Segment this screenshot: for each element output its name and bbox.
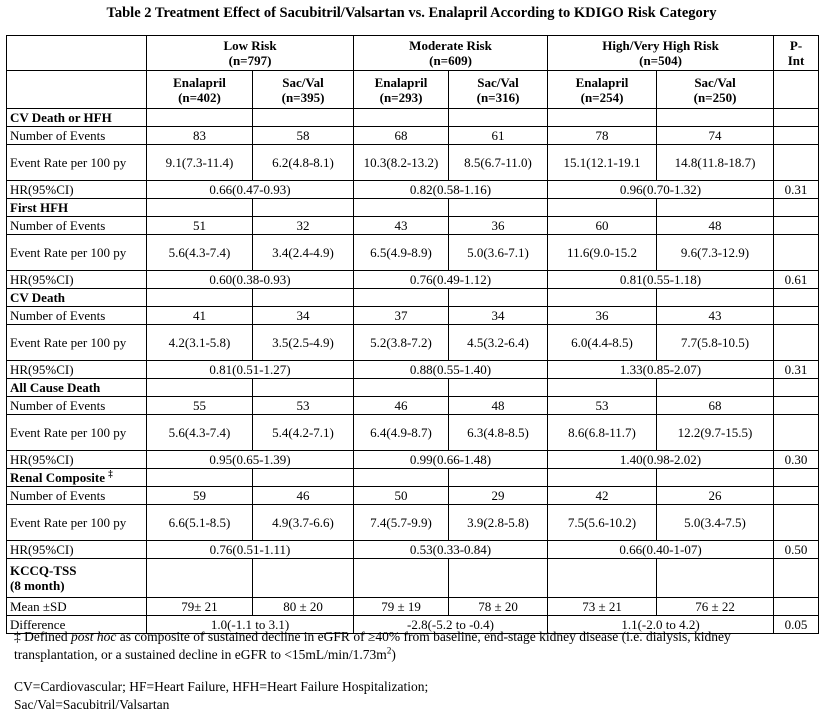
hazard-ratio-row — [7, 181, 819, 199]
mean-sd-cell: 78 ± 20 — [449, 598, 548, 616]
row-label: Number of Events — [7, 307, 147, 325]
events-cell: 37 — [354, 307, 449, 325]
event-rate-cell: 4.9(3.7-6.6) — [253, 505, 354, 541]
section-title: KCCQ-TSS (8 month) — [7, 559, 147, 598]
hazard-ratio-cell: 0.81(0.55-1.18) — [548, 271, 774, 289]
event-rate-row — [7, 415, 819, 451]
row-label: Event Rate per 100 py — [7, 235, 147, 271]
events-cell: 55 — [147, 397, 253, 415]
empty-cell — [774, 397, 819, 415]
section-title: Renal Composite ‡ — [7, 469, 147, 487]
empty-cell — [253, 289, 354, 307]
row-label: Number of Events — [7, 397, 147, 415]
events-cell: 53 — [548, 397, 657, 415]
row-label: Number of Events — [7, 487, 147, 505]
footnote-abbreviations-2: Sac/Val=Sacubitril/Valsartan — [14, 697, 170, 712]
arm-header: Enalapril (n=402) — [147, 71, 253, 109]
empty-cell — [774, 598, 819, 616]
difference-cell: 1.1(-2.0 to 4.2) — [548, 616, 774, 634]
event-rate-cell: 11.6(9.0-15.2 — [548, 235, 657, 271]
empty-cell — [354, 379, 449, 397]
empty-cell — [774, 307, 819, 325]
mean-sd-cell: 76 ± 22 — [657, 598, 774, 616]
events-cell: 32 — [253, 217, 354, 235]
empty-cell — [774, 379, 819, 397]
pint-cell: 0.31 — [774, 361, 819, 379]
events-row — [7, 127, 819, 145]
empty-cell — [449, 379, 548, 397]
events-cell: 34 — [253, 307, 354, 325]
row-label: Difference — [7, 616, 147, 634]
empty-cell — [147, 289, 253, 307]
events-cell: 34 — [449, 307, 548, 325]
section-header-row — [7, 379, 819, 397]
footnotes — [14, 628, 814, 714]
section-header-row — [7, 289, 819, 307]
empty-cell — [774, 235, 819, 271]
event-rate-cell: 6.3(4.8-8.5) — [449, 415, 548, 451]
hazard-ratio-row — [7, 271, 819, 289]
hazard-ratio-cell: 0.76(0.49-1.12) — [354, 271, 548, 289]
empty-cell — [774, 487, 819, 505]
section-title: CV Death or HFH — [7, 109, 147, 127]
empty-cell — [774, 559, 819, 598]
pint-cell: 0.50 — [774, 541, 819, 559]
events-cell: 48 — [449, 397, 548, 415]
empty-cell — [548, 559, 657, 598]
empty-cell — [253, 199, 354, 217]
event-rate-cell: 6.5(4.9-8.9) — [354, 235, 449, 271]
hazard-ratio-cell: 0.53(0.33-0.84) — [354, 541, 548, 559]
table-title: Table 2 Treatment Effect of Sacubitril/Valsartan vs. Enalapril According to KDIGO Risk Category — [106, 5, 717, 21]
events-cell: 36 — [548, 307, 657, 325]
events-cell: 36 — [449, 217, 548, 235]
event-rate-cell: 9.1(7.3-11.4) — [147, 145, 253, 181]
hazard-ratio-cell: 0.76(0.51-1.11) — [147, 541, 354, 559]
hazard-ratio-cell: 0.60(0.38-0.93) — [147, 271, 354, 289]
empty-cell — [657, 109, 774, 127]
empty-cell — [449, 199, 548, 217]
events-row — [7, 397, 819, 415]
section-title: All Cause Death — [7, 379, 147, 397]
empty-cell — [774, 145, 819, 181]
event-rate-row — [7, 505, 819, 541]
event-rate-cell: 5.6(4.3-7.4) — [147, 235, 253, 271]
row-label: Event Rate per 100 py — [7, 415, 147, 451]
pint-cell: 0.05 — [774, 616, 819, 634]
events-cell: 43 — [657, 307, 774, 325]
empty-cell — [449, 559, 548, 598]
results-table — [6, 35, 819, 634]
events-cell: 46 — [354, 397, 449, 415]
header-row-groups — [7, 36, 819, 71]
events-cell: 53 — [253, 397, 354, 415]
event-rate-row — [7, 325, 819, 361]
events-row — [7, 307, 819, 325]
empty-cell — [449, 469, 548, 487]
row-label: HR(95%CI) — [7, 271, 147, 289]
event-rate-cell: 5.2(3.8-7.2) — [354, 325, 449, 361]
hazard-ratio-row — [7, 541, 819, 559]
hazard-ratio-cell: 0.81(0.51-1.27) — [147, 361, 354, 379]
footnote-renal: ‡ Defined post hoc as composite of sustained decline in eGFR of ≥40% from baseline, end-stage kidney disease (i.e. dialysis, kidney transplantation, or a sustained decline in eGFR to $<15mL/\min/1.73m^2$) — [14, 629, 731, 662]
section-header-row — [7, 199, 819, 217]
group-header-high: High/Very High Risk (n=504) — [548, 36, 774, 71]
empty-cell — [548, 469, 657, 487]
group-header-moderate: Moderate Risk (n=609) — [354, 36, 548, 71]
events-cell: 60 — [548, 217, 657, 235]
event-rate-cell: 6.6(5.1-8.5) — [147, 505, 253, 541]
row-label: Event Rate per 100 py — [7, 505, 147, 541]
event-rate-cell: 7.7(5.8-10.5) — [657, 325, 774, 361]
difference-cell: -2.8(-5.2 to -0.4) — [354, 616, 548, 634]
empty-cell — [147, 559, 253, 598]
empty-cell — [147, 469, 253, 487]
empty-cell — [774, 415, 819, 451]
hazard-ratio-cell: 0.88(0.55-1.40) — [354, 361, 548, 379]
event-rate-cell: 6.0(4.4-8.5) — [548, 325, 657, 361]
header-empty-cell — [774, 71, 819, 109]
row-label: Event Rate per 100 py — [7, 325, 147, 361]
event-rate-cell: 8.5(6.7-11.0) — [449, 145, 548, 181]
empty-cell — [449, 109, 548, 127]
hazard-ratio-row — [7, 361, 819, 379]
mean-sd-cell: 79± 21 — [147, 598, 253, 616]
empty-cell — [657, 199, 774, 217]
event-rate-cell: 14.8(11.8-18.7) — [657, 145, 774, 181]
mean-sd-cell: 73 ± 21 — [548, 598, 657, 616]
section-header-row — [7, 469, 819, 487]
events-cell: 68 — [657, 397, 774, 415]
header-empty-cell — [7, 71, 147, 109]
empty-cell — [147, 199, 253, 217]
empty-cell — [548, 379, 657, 397]
event-rate-cell: 7.5(5.6-10.2) — [548, 505, 657, 541]
section-header-row — [7, 109, 819, 127]
hazard-ratio-cell: 0.66(0.47-0.93) — [147, 181, 354, 199]
row-label: Mean ±SD — [7, 598, 147, 616]
footnote-abbreviations-1: CV=Cardiovascular; HF=Heart Failure, HFH=Heart Failure Hospitalization; — [14, 679, 429, 694]
hazard-ratio-row — [7, 451, 819, 469]
row-label: Number of Events — [7, 127, 147, 145]
empty-cell — [354, 289, 449, 307]
difference-cell: 1.0(-1.1 to 3.1) — [147, 616, 354, 634]
events-cell: 58 — [253, 127, 354, 145]
empty-cell — [774, 289, 819, 307]
empty-cell — [548, 109, 657, 127]
pint-cell: 0.30 — [774, 451, 819, 469]
events-cell: 51 — [147, 217, 253, 235]
arm-header: Enalapril (n=293) — [354, 71, 449, 109]
event-rate-cell: 15.1(12.1-19.1 — [548, 145, 657, 181]
events-cell: 42 — [548, 487, 657, 505]
events-cell: 41 — [147, 307, 253, 325]
section-header-row — [7, 559, 819, 598]
hazard-ratio-cell: 1.33(0.85-2.07) — [548, 361, 774, 379]
row-label: Number of Events — [7, 217, 147, 235]
arm-header: Enalapril (n=254) — [548, 71, 657, 109]
row-label: HR(95%CI) — [7, 181, 147, 199]
events-cell: 68 — [354, 127, 449, 145]
empty-cell — [548, 289, 657, 307]
event-rate-cell: 5.0(3.4-7.5) — [657, 505, 774, 541]
event-rate-cell: 5.6(4.3-7.4) — [147, 415, 253, 451]
hazard-ratio-cell: 0.99(0.66-1.48) — [354, 451, 548, 469]
event-rate-cell: 3.4(2.4-4.9) — [253, 235, 354, 271]
mean-sd-cell: 79 ± 19 — [354, 598, 449, 616]
pint-header: P- Int — [774, 36, 819, 71]
arm-header: Sac/Val (n=316) — [449, 71, 548, 109]
empty-cell — [253, 559, 354, 598]
empty-cell — [774, 469, 819, 487]
row-label: Event Rate per 100 py — [7, 145, 147, 181]
events-cell: 78 — [548, 127, 657, 145]
events-cell: 29 — [449, 487, 548, 505]
event-rate-cell: 8.6(6.8-11.7) — [548, 415, 657, 451]
group-header-low: Low Risk (n=797) — [147, 36, 354, 71]
header-row-arms — [7, 71, 819, 109]
mean-sd-row — [7, 598, 819, 616]
event-rate-cell: 9.6(7.3-12.9) — [657, 235, 774, 271]
event-rate-row — [7, 145, 819, 181]
empty-cell — [548, 199, 657, 217]
event-rate-cell: 4.2(3.1-5.8) — [147, 325, 253, 361]
event-rate-cell: 7.4(5.7-9.9) — [354, 505, 449, 541]
pint-cell: 0.61 — [774, 271, 819, 289]
row-label: HR(95%CI) — [7, 361, 147, 379]
events-cell: 83 — [147, 127, 253, 145]
events-cell: 26 — [657, 487, 774, 505]
empty-cell — [449, 289, 548, 307]
empty-cell — [147, 379, 253, 397]
header-empty-cell — [7, 36, 147, 71]
empty-cell — [657, 559, 774, 598]
empty-cell — [657, 379, 774, 397]
events-cell: 46 — [253, 487, 354, 505]
section-title: CV Death — [7, 289, 147, 307]
event-rate-cell: 5.0(3.6-7.1) — [449, 235, 548, 271]
empty-cell — [774, 199, 819, 217]
empty-cell — [774, 325, 819, 361]
hazard-ratio-cell: 0.96(0.70-1.32) — [548, 181, 774, 199]
empty-cell — [354, 469, 449, 487]
events-row — [7, 487, 819, 505]
arm-header: Sac/Val (n=250) — [657, 71, 774, 109]
empty-cell — [774, 505, 819, 541]
events-row — [7, 217, 819, 235]
events-cell: 74 — [657, 127, 774, 145]
event-rate-cell: 10.3(8.2-13.2) — [354, 145, 449, 181]
events-cell: 61 — [449, 127, 548, 145]
hazard-ratio-cell: 1.40(0.98-2.02) — [548, 451, 774, 469]
empty-cell — [354, 109, 449, 127]
events-cell: 43 — [354, 217, 449, 235]
mean-sd-cell: 80 ± 20 — [253, 598, 354, 616]
section-title: First HFH — [7, 199, 147, 217]
events-cell: 50 — [354, 487, 449, 505]
event-rate-cell: 6.4(4.9-8.7) — [354, 415, 449, 451]
events-cell: 59 — [147, 487, 253, 505]
empty-cell — [253, 379, 354, 397]
empty-cell — [253, 109, 354, 127]
event-rate-cell: 3.5(2.5-4.9) — [253, 325, 354, 361]
empty-cell — [354, 199, 449, 217]
empty-cell — [147, 109, 253, 127]
empty-cell — [657, 469, 774, 487]
empty-cell — [354, 559, 449, 598]
empty-cell — [774, 109, 819, 127]
empty-cell — [774, 127, 819, 145]
event-rate-cell: 12.2(9.7-15.5) — [657, 415, 774, 451]
event-rate-cell: 4.5(3.2-6.4) — [449, 325, 548, 361]
empty-cell — [774, 217, 819, 235]
arm-header: Sac/Val (n=395) — [253, 71, 354, 109]
row-label: HR(95%CI) — [7, 541, 147, 559]
hazard-ratio-cell: 0.82(0.58-1.16) — [354, 181, 548, 199]
events-cell: 48 — [657, 217, 774, 235]
row-label: HR(95%CI) — [7, 451, 147, 469]
empty-cell — [657, 289, 774, 307]
event-rate-cell: 6.2(4.8-8.1) — [253, 145, 354, 181]
hazard-ratio-cell: 0.95(0.65-1.39) — [147, 451, 354, 469]
pint-cell: 0.31 — [774, 181, 819, 199]
event-rate-row — [7, 235, 819, 271]
hazard-ratio-cell: 0.66(0.40-1-07) — [548, 541, 774, 559]
event-rate-cell: 3.9(2.8-5.8) — [449, 505, 548, 541]
empty-cell — [253, 469, 354, 487]
event-rate-cell: 5.4(4.2-7.1) — [253, 415, 354, 451]
